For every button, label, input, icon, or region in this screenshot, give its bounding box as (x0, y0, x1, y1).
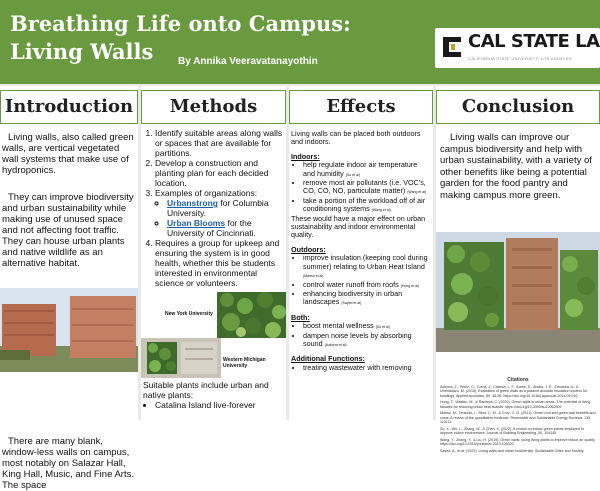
indoors-effect-1 (303, 161, 431, 179)
university-logo (435, 28, 600, 68)
organization-2-detail: for the University of Cincinnati. (167, 218, 256, 238)
indoor-green-wall-photo-icon (141, 338, 221, 378)
outdoors-effect-1-ref: (Manso et al) (303, 274, 324, 279)
indoors-effect-2 (303, 179, 431, 197)
conclusion-text: Living walls can improve our campus biodiversity and help with urban sustainability, with a variety of other benefits like being a potential garden for the food pantry and making campus more green. (440, 132, 592, 201)
intro-paragraph-2: They can improve biodiversity and urban sustainability while making use of unused space and not affecting foot traffic. They can house urban plants and native wildlife as an alternative habitat. (2, 192, 134, 269)
methods-step-4: 4. Requires a group for upkeep and ensuring the system is in good health, whether this be students interested in environmental science or volunteers. (155, 238, 283, 288)
indoors-effect-3 (303, 197, 431, 215)
photo-new-york-university (217, 292, 286, 338)
indoors-summary: These would have a major effect on urban sustainability and indoor environmental quality. (291, 213, 426, 240)
additional-function-1: • treating wastewater with removing (303, 364, 431, 372)
effects-body (291, 130, 431, 372)
methods-step-1: 1. Identify suitable areas along walls or spaces that are available for partitions. (155, 128, 283, 158)
logo-text: CAL STATE LA (468, 31, 600, 52)
green-wall-photo-icon (217, 292, 286, 338)
both-effect-2 (303, 332, 431, 350)
living-wall-building-photo-icon (436, 232, 600, 352)
citation-item: Manso, M., Teotónio, I., Silva, C. M., & Cruz, C. O. (2021). Green roof and green wall benefits and costs: A review of the quantitative evidence. Renewable and Sustainable Energy Reviews, 135, 110111. (440, 411, 596, 424)
additional-list (291, 364, 431, 372)
cal-state-la-emblem-icon (441, 34, 463, 60)
methods-column (141, 86, 286, 420)
intro-photo-blank-wall (0, 288, 138, 372)
organization-list (155, 198, 283, 238)
title-line-2: Living Walls (10, 39, 154, 64)
photo-western-michigan-university (141, 338, 221, 378)
outdoors-list (291, 254, 431, 307)
conclusion-column (436, 86, 600, 453)
native-plants-intro: Suitable plants include urban and native plants: (143, 380, 269, 400)
outdoors-effect-3-ref: (Sayed et al) (341, 301, 362, 306)
caption-western-michigan-university: Western Michigan University (223, 357, 266, 369)
methods-step-3-text: Examples of organizations: (155, 188, 258, 198)
both-effect-2-ref: (Azkorra et al) (324, 342, 347, 347)
indoors-effect-1-text: help regulate indoor air temperature and humidity (303, 160, 418, 178)
effects-heading: Effects (289, 90, 433, 124)
urbanstrong-link[interactable]: Urbanstrong (167, 198, 218, 208)
outdoors-effect-2-ref: (Hung et al) (400, 283, 420, 288)
methods-step-2: 2. Develop a construction and planting plan for each decided location. (155, 158, 283, 188)
native-plants-list (143, 400, 283, 410)
citations (440, 378, 596, 453)
urban-blooms-link[interactable]: Urban Blooms (167, 218, 226, 228)
methods-steps (143, 128, 283, 288)
native-plant-1: • Catalina Island live-forever (155, 400, 283, 410)
conclusion-heading: Conclusion (436, 90, 600, 124)
organization-item-2 (167, 218, 283, 238)
indoors-effect-1-ref: (Su et al) (345, 172, 360, 177)
outdoors-effect-1-text: improve insulation (keeping cool during summer) relating to Urban Heat Island (303, 253, 428, 271)
outdoors-effect-3 (303, 290, 431, 308)
indoors-effect-3-text: take a portion of the workload off of air conditioning systems (303, 195, 426, 214)
both-effect-1-ref: (Su et al) (375, 325, 390, 330)
introduction-column (0, 86, 138, 491)
blank-wall-photo-icon (0, 288, 138, 372)
indoors-effect-3-ref: (Wang et al) (371, 208, 391, 213)
citation-item: Su, X., Wu, L., Zhang, W., & Chen, X. (2022). A review on indoor green plants employed to improve indoor environment. Journal of Building Engineering, 50, 104145. (440, 426, 584, 435)
outdoors-heading: Outdoors: (291, 244, 326, 254)
methods-list (143, 128, 283, 288)
organization-item-1 (167, 198, 283, 218)
introduction-heading: Introduction (0, 90, 138, 124)
both-effect-2-text: dampen noise levels by absorbing sound (303, 330, 412, 348)
photo-living-wall-building (436, 232, 600, 352)
caption-new-york-university: New York University (165, 311, 213, 317)
author: By Annika Veeravatanayothin (178, 56, 318, 67)
outdoors-effect-2-text: control water runoff from roofs (303, 279, 399, 289)
citations-heading: Citations (507, 377, 529, 383)
citation-item: Hung, T., Walden, M., & Rainbow, C. (2020). Green walls in urban areas. The potential of living facades for reducing urban heat islands. https://doi.org/10.3390/su12062509 (440, 400, 591, 409)
outdoors-effect-1 (303, 254, 431, 280)
effects-column (289, 86, 433, 420)
both-list (291, 322, 431, 349)
both-heading: Both: (291, 312, 310, 322)
indoors-heading: Indoors: (291, 151, 320, 161)
additional-functions-heading: Additional Functions: (291, 354, 365, 364)
methods-step-3 (155, 188, 283, 238)
outdoors-effect-3-text: enhancing biodiversity in urban landscapes (303, 288, 403, 307)
native-plants-bullets (143, 400, 283, 410)
indoors-effect-2-text: remove most air pollutants (i.e. VOC's, CO, CO, NO, particulate matter) (303, 178, 426, 196)
indoors-list (291, 161, 431, 214)
title-line-1: Breathing Life onto Campus: (10, 11, 351, 36)
indoors-effect-2-ref: (Wang et al) (407, 190, 427, 195)
citation-item: Sayed, A., et al. (2023). Living walls and urban biodiversity. Sustainable Cities and Society. (440, 448, 585, 453)
poster-header (0, 0, 600, 84)
organization-1-detail: for Columbia University. (167, 198, 269, 218)
citation-item: Azkorra, Z., Pérez, G., Coma, J., Cabeza, L. F., Bures, S., Álvaro, J. E., Erkoreka, A., & Urrestarazu, M. (2015). Evaluation of green walls as a passive acoustic insulation system for buildings. Applied Acoustics, 89, 46-56. https://doi.org/10.1016/j.apacoust.2014.09.010 (440, 384, 588, 398)
intro-paragraph-3: There are many blank, window-less walls on campus, most notably on Salazar Hall, King Hall, Music, and Fine Arts. The space (2, 436, 134, 491)
methods-heading: Methods (141, 90, 286, 124)
effects-intro: Living walls can be placed both outdoors and indoors. (291, 129, 421, 147)
logo-subtitle: CALIFORNIA STATE UNIVERSITY, LOS ANGELES (468, 56, 572, 61)
intro-paragraph-1: Living walls, also called green walls, are vertical vegetated wall systems that make use of hydroponics. (2, 132, 134, 176)
both-effect-1-text: boost mental wellness (303, 321, 374, 331)
citation-item: Wang, Y., Zhang, Y., & Liu, H. (2019). Green walls: using living plants to improve indoor air quality. https://doi.org/10.1016/j.buildenv.2019.106320 (440, 437, 596, 446)
